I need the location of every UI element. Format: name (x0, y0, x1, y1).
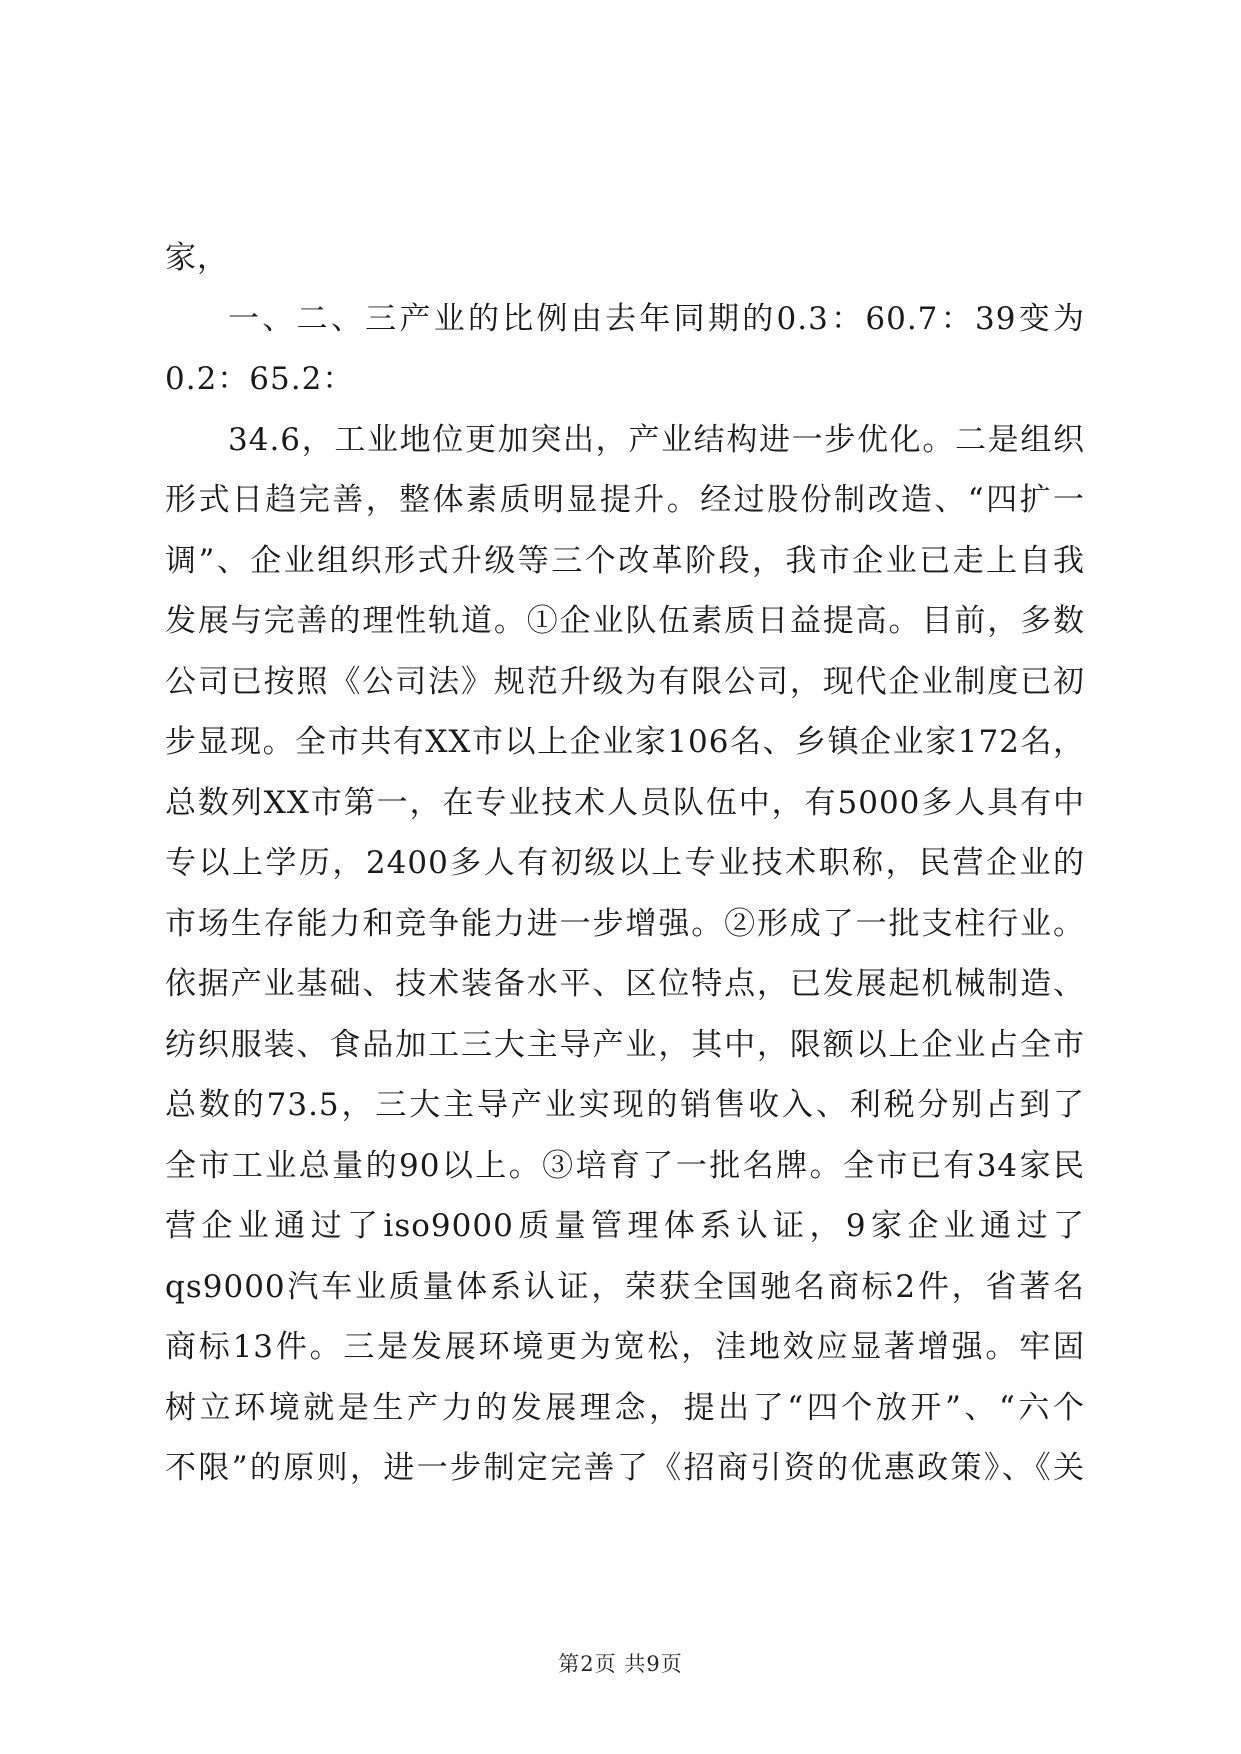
text-line: 0.2：65.2： (165, 361, 355, 397)
text-line: 发展与完善的理性轨道。①企业队伍素质日益提高。目前，多数 (165, 603, 1085, 639)
text-line: 商标13件。三是发展环境更为宽松，洼地效应显著增强。牢固 (165, 1329, 1085, 1365)
text-line: 家， (165, 240, 229, 276)
text-line: 树立环境就是生产力的发展理念，提出了“四个放开”、“六个 (165, 1389, 1085, 1426)
text-line: 全市工业总量的90以上。③培育了一批名牌。全市已有34家民 (165, 1147, 1085, 1184)
text-line: 步显现。全市共有XX市以上企业家106名、乡镇企业家172名， (165, 724, 1085, 760)
text-line: 公司已按照《公司法》规范升级为有限公司，现代企业制度已初 (165, 663, 1085, 700)
text-line: 专以上学历，2400多人有初级以上专业技术职称，民营企业的 (165, 845, 1085, 881)
text-line: 营企业通过了iso9000质量管理体系认证，9家企业通过了 (165, 1208, 1085, 1244)
text-line: 形式日趋完善，整体素质明显提升。经过股份制改造、“四扩一 (165, 482, 1085, 518)
text-line: 调”、企业组织形式升级等三个改革阶段，我市企业已走上自我 (165, 542, 1085, 579)
body-text (165, 228, 1085, 1499)
text-line: 纺织服装、食品加工三大主导产业，其中，限额以上企业占全市 (165, 1026, 1085, 1063)
text-line: 不限”的原则，进一步制定完善了《招商引资的优惠政策》、《关 (165, 1450, 1085, 1486)
text-line: 一、二、三产业的比例由去年同期的0.3：60.7：39变为 (228, 300, 1085, 337)
text-line: 总数的73.5，三大主导产业实现的销售收入、利税分别占到了 (165, 1087, 1085, 1123)
page-number-footer: 第2页 共9页 (558, 1652, 683, 1676)
text-line: qs9000汽车业质量体系认证，荣获全国驰名商标2件，省著名 (165, 1268, 1085, 1305)
text-line: 依据产业基础、技术装备水平、区位特点，已发展起机械制造、 (165, 966, 1085, 1002)
text-line: 总数列XX市第一，在专业技术人员队伍中，有5000多人具有中 (165, 784, 1085, 821)
text-line: 市场生存能力和竞争能力进一步增强。②形成了一批支柱行业。 (165, 905, 1085, 942)
text-line: 34.6，工业地位更加突出，产业结构进一步优化。二是组织 (228, 421, 1085, 458)
